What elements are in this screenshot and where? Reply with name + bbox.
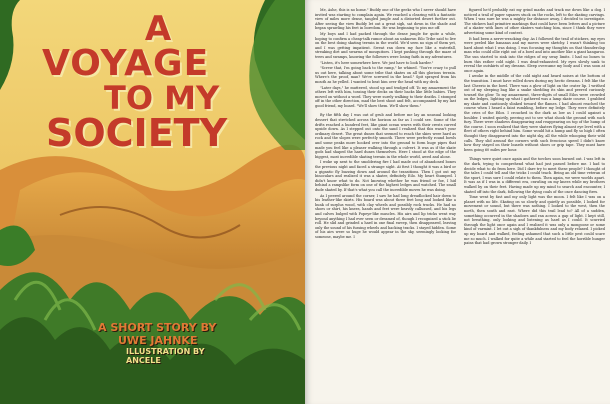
paragraph: figured he'd probably eat my grind marks and track me down like a dog. I noticed a trail of paper squares stuck on the rocks, left to the skating carvings. When I was sure he was a mighty far distance away, I decided to investigate. The stickers had primitive markings that could have been letters and a picture of a skater with lines of other skaters watching him, since I think they were advertising some kind of contest. (464, 8, 605, 35)
text-page (305, 0, 610, 404)
illustration-credit-artist: ANCELE (126, 356, 161, 366)
paragraph: "Later days," he muttered, stood up and trudged off. To my amazement the others left with him, tossing their decks on their backs like little babies. They moved on without a word. They were surely walking to their deaths. I stomped off in the other direction, mad the best shoot and felt, accompanied by my last good friend, my board. "We'll show them. We'll show them." (315, 85, 456, 108)
text-columns (315, 8, 605, 400)
paragraph: Me, Ashe, this is no home." Buddy one of the geeks who I never should have invited was starting to complain again. We reached a clearing with a fantastic view of miles more dense, tangled jungle and a distorted desert further out. After seeing the view Buddy let out a great sigh, sat down in the shade and began sprawling his feet in boredom. He was beginning to piss me off. (315, 8, 456, 31)
text-column-2 (464, 8, 605, 400)
paragraph: My boys and I had packed through the dense jungle for quite a while, hoping to confirm a cheap-talk rumor about an unknown Eilo Tribe said to live on the best doing skating terrain in the world. We'd seen no sign of them yet, and I was getting impatient. Sweat ran down my face like a waterfall, streaking dirt and swarms of mosquitoes. I kept pushing through the maze of trees and swamps, knowing the followers were losing faith in my adventures. (315, 31, 456, 59)
title-line-voyage: VOYAGE (42, 43, 210, 84)
illustration-credit-line-1: ILLUSTRATION BY (126, 347, 205, 357)
title-line-to-my: TO MY (104, 79, 220, 117)
paragraph: "Screw that, I'm going back to the ramp," he whined. "You're crazy to pull us out here, talking about some tribe that skates on all this glorious terrain. Where's the proof, man? We're screwed in the head." Spit sprayed from his mouth as he yelled. I wanted to beat him over the head with my deck. (315, 66, 456, 84)
paragraph: I awoke in the middle of the cold night and heard noises at the bottom of the transition. I must have rolled down during my hectic dreams. I felt like the last Cheerio in the bowl. There was a glow of light on the crater lip. I writhed out of my sleeping bag like a snake shedding its skin and peered curiously toward the glow. To my amazement, three-digits of small Eilos were crowded on the ledges, lighting up what I gathered was a lamp skate course. I grabbed my skate and cautiously slinked toward the flames. I had almost reached the course when I heard a faint rumbling, before my ledge. They were definitely the cries of the Eilos. I crouched in the dark as low as I could against a boulder. I waited quietly, peering out to see what shook the ground with such fury. There were shadows disappearing and reappearing on top of the hump of the course. I soon realized that they were skaters flying almost eye level with a fleet of others right behind him. Some would hit a hump and fly so high I often thought they disappeared into the night sky, all the while whooping their wild calls. They slid around the corners with such ferocious speed I didn't know how they stayed on their boards without shoes or grip tape. They must have been going 60 miles per hour. (464, 74, 605, 152)
paragraph: By the fifth day I was out of grub and before me lay an unusual looking dessert that stretched across the horizon as far as I could see. Some of the drifts reached a hundred feet, like giant ocean waves with their crests curved upside down. As I stepped out onto the sand I realized that this wasn't your ordinary desert. The great dunes that seemed to reach the skies were hard as rock and the slopes were perfectly smooth. There were perfectly round bowls and some peaks more hooked over into the ground to form huge pipes that made you feel like a pleaser walking through a culvert. It was as if the skate gods had shaped the hard dunes themselves. Here I stood at the edge of the biggest, most incredible skating terrain in the whole world, awed and alone. (315, 113, 456, 159)
story-title (38, 9, 278, 155)
text-column-1 (315, 8, 456, 400)
paragraph: "Listen, it's here somewhere here. We just have to look harder." (320, 60, 434, 65)
paragraph: It had been a nerve-wracking day. As I followed the trail of stickers, my eyes were peeled like bananas and my moves were sketchy. I wasn't thinking too hard about what I was doing. I was focusing my thoughts on that thunderclap man who could ollie right out of a bowl and into another like a giant kangaroo. The sun started to sink into the ridges of my sway limits. I had no bones to burn this rather cold night. I was dead-exhausted. My eyes slowly sank to reveal the outskirts of my dreams. Sleep overcame my body and I was soon at once again. (464, 36, 605, 73)
paragraph: I woke up next to the smoldering fire I had made out of abandoned bones the previous night and faced a strange sight. At first I thought it was a bird or a gigantic fly buzzing down and around the transitions. Then I got out my binoculars and realized it was a skater, definitely Eilo. My heart thumped. I didn't know what to do. Not knowing whether he was friend or foe, I hid behind a rampslike form on one of the highest ledges and watched. The small dude skated by. If that's what you call the incredible moves he was doing. (315, 160, 456, 192)
title-line-a: A (144, 9, 172, 49)
paragraph: Things were quiet once again and the torches soon burned out. I was left in the dark, trying to comprehend what had just passed before me. I had to decide what to do from here. Did I dare try to meet these people? I thought of the tales I could tell and the tricks I could teach. Being an old time veteran of the sport, I was sure I could relate to them. Then again, we were worlds apart. It was as if I was in a different era, crawling on my knees while my brothers walked by on their feet. Having made up my mind to search and encounter, I skated off into the dark, following the dying coals of the once dancing fires. (464, 157, 605, 194)
title-line-society: SOCIETY (46, 111, 228, 155)
paragraph: As I peered around the corner, I saw he had long dreadlocked hair down to his leather-like skirts. His board was about three feet long and looked like a hunk of surplus wood, with clay wheels and possibly rock trucks. He had no shoes or shirt, his knees, hands and feet were heavily callussed, and his legs and calves bulged with Popeye-like muscles. His airs and lip tricks went way beyond anything I had ever seen or dreamed of, though I recognized a stick lie roll. He slid and grinded a hard in one final sweep, then disappeared, leaving only the sound of his fussing wheels and hacking tracks. I stayed hidden. Some of his airs were so huge he would appear in the sky, seemingly looking for someone, maybe me. I (315, 193, 456, 239)
story-credits (98, 322, 216, 366)
byline-line-1: A SHORT STORY BY (98, 321, 217, 334)
byline-author: UWE JAHNKE (118, 333, 198, 347)
paragraph: Time went by fast and my only light was the moon. I felt like I was on a planet with no life. Skating on so slowly and quietly as possible, I looked for movement or sound, but there was nothing. I looked to the west, then the north, then south and east. Where did this trail lead to? All of a sudden, something occurred in the shadows and ran across a gap of light. I kept still, not breathing, only looking and listening as hard as I could. It scurried through the light once again and I realized it was only a mongoose or some kind of varmint. I let out a sigh of thankfulness and my body relaxed. I picked up my board and walked, feeling ashamed that such a little pest could scare me so much. I walked for quite a while and started to feel the horrible hunger pains that had grown stronger daily. I (464, 195, 605, 246)
